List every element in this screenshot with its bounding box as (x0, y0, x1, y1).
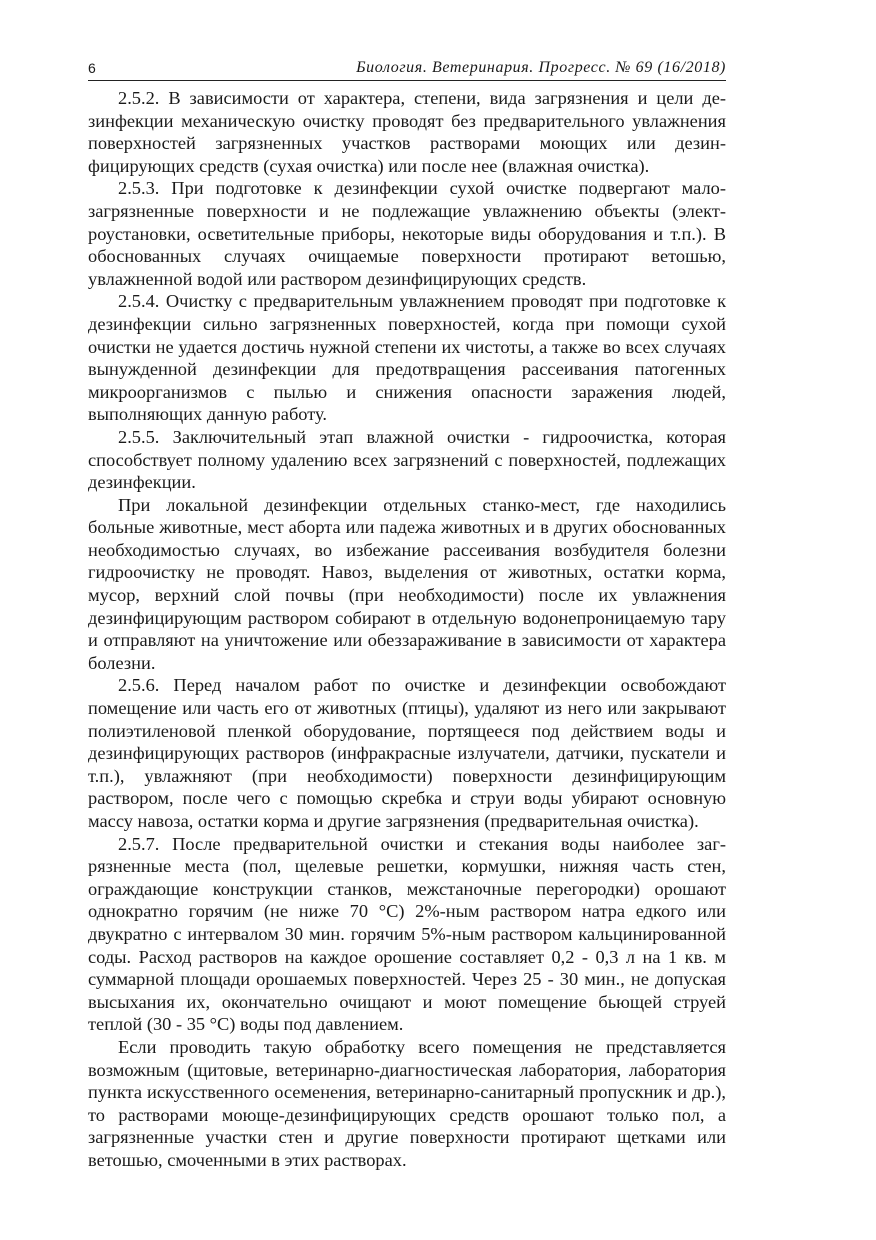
paragraph-local-disinfection: При локальной дезинфекции отдельных станко-мест, где находились больные животные, мест аборта или падежа животных и в других обоснованных необходимостью случаях, во избежание рассеивания возбудителя болезни гидроочистку не проводят. Навоз, выделения от животных, остатки корма, мусор, верхний слой почвы (при необходимости) после их увлажнения дезинфицирующим раствором собирают в отдельную водонепроницаемую тару и отправляют на уничтожение или обеззараживание в зависимости от характера болезни. (88, 494, 726, 673)
paragraph-2-5-2: 2.5.2. В зависимости от характера, степени, вида загрязнения и цели дезинфекции механическую очистку проводят без предварительного увлажнения поверхностей загрязненных участков растворами моющих или дезинфицирующих средств (сухая очистка) или после нее (влажная очистка). (88, 88, 726, 176)
page-number: 6 (88, 60, 96, 76)
paragraph-2-5-7: 2.5.7. После предварительной очистки и стекания воды наиболее загрязненные места (пол, щелевые решетки, кормушки, нижняя часть стен, ограждающие конструкции станков, межстаночные перегородки) орошают однократно горячим (не ниже 70 °С) 2%-ным раствором натра едкого или двукратно с интервалом 30 мин. горячим 5%-ным раствором кальцинированной соды. Расход растворов на каждое орошение составляет 0,2 - 0,3 л на 1 кв. м суммарной площади орошаемых поверхностей. Через 25 - 30 мин., не допуская высыхания их, окончательно очищают и моют помещение бьющей струей теплой (30 - 35 °С) воды под давлением. (88, 833, 726, 1035)
paragraph-2-5-5: 2.5.5. Заключительный этап влажной очистки - гидроочистка, которая способствует полному удалению всех загрязнений с поверхностей, подлежащих дезинфекции. (88, 426, 726, 493)
body-text (88, 87, 726, 1172)
paragraph-2-5-4: 2.5.4. Очистку с предварительным увлажнением проводят при подготовке к дезинфекции сильно загрязненных поверхностей, когда при помощи сухой очистки не удается достичь нужной степени их чистоты, а также во всех случаях вынужденной дезинфекции для предотвращения рассеивания патогенных микроорганизмов с пылью и снижения опасности заражения людей, выполняющих данную работу. (88, 291, 726, 425)
paragraph-2-5-3: 2.5.3. При подготовке к дезинфекции сухой очистке подвергают малозагрязненные поверхности и не подлежащие увлажнению объекты (электроустановки, осветительные приборы, некоторые виды оборудования и т.п.). В обоснованных случаях очищаемые поверхности протирают ветошью, увлажненной водой или раствором дезинфицирующих средств. (88, 178, 726, 289)
paragraph-2-5-6: 2.5.6. Перед началом работ по очистке и дезинфекции освобождают помещение или часть его от животных (птицы), удаляют из него или закрывают полиэтиленовой пленкой оборудование, портящееся под действием воды и дезинфицирующих растворов (инфракрасные излучатели, датчики, пускатели и т.п.), увлажняют (при необходимости) поверхности дезинфицирующим раствором, после чего с помощью скребка и струи воды убирают основную массу навоза, остатки корма и другие загрязнения (предварительная очистка). (88, 675, 726, 831)
page-header (88, 58, 726, 81)
running-title: Биология. Ветеринария. Прогресс. № 69 (16/2018) (356, 59, 726, 76)
document-page (88, 58, 726, 1172)
paragraph-alternative-treatment: Если проводить такую обработку всего помещения не представляется возможным (щитовые, ветеринарно-диагностическая лаборатория, лаборатория пункта искусственного осеменения, ветеринарно-санитарный пропускник и др.), то растворами моюще-дезинфицирующих средств орошают только пол, а загрязненные участки стен и другие поверхности протирают щетками или ветошью, смоченными в этих растворах. (88, 1036, 726, 1170)
